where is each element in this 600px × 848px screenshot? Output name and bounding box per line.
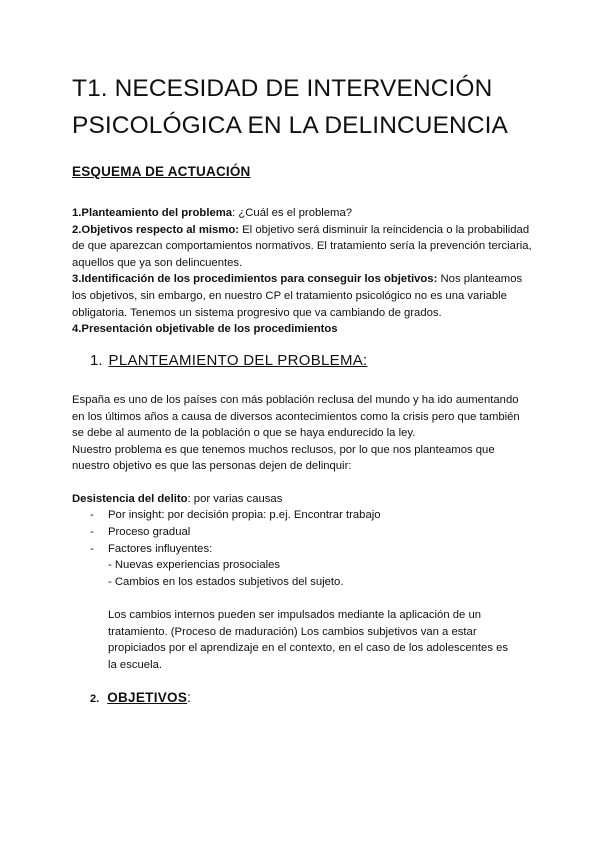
esquema-item-2-text: El objetivo será disminuir la reincidencia o la probabilidad de que aparezcan comportamientos normativos. El tratamiento sería la prevención terciaria, aquellos que ya son delincuentes.	[72, 223, 532, 269]
list-item-text: Por insight: por decisión propia: p.ej. Encontrar trabajo	[108, 509, 381, 521]
section-2-colon: :	[187, 690, 191, 705]
esquema-list	[72, 205, 532, 338]
list-item	[72, 541, 532, 558]
esquema-item-1-text: : ¿Cuál es el problema?	[232, 207, 353, 219]
section-2-label: OBJETIVOS	[107, 690, 188, 705]
sub-list-item	[72, 574, 532, 591]
title-line-1: T1. NECESIDAD DE INTERVENCIÓN	[72, 75, 493, 102]
section-1-label: PLANTEAMIENTO DEL PROBLEMA:	[108, 352, 368, 369]
esquema-item-3-bold: 3.Identificación de los procedimientos para conseguir los objetivos:	[72, 273, 438, 286]
list-item-text: Factores influyentes:	[108, 542, 213, 555]
esquema-item-1-bold: 1.Planteamiento del problema	[72, 207, 233, 219]
dash-bullet-icon: -	[90, 509, 94, 521]
desistencia-list	[72, 507, 532, 591]
desistencia-bold: Desistencia del delito	[72, 493, 188, 505]
dash-bullet-icon: -	[90, 542, 94, 555]
section-1-closing: Los cambios internos pueden ser impulsados mediante la aplicación de un tratamiento. (Proceso de maduración) Los cambios subjetivos van a estar propiciados por el aprendizaje en el contexto, en el caso de los adolescentes es la escuela.	[108, 609, 509, 671]
list-item-text: Proceso gradual	[108, 525, 191, 538]
section-1-paragraph-2-text: Nuestro problema es que tenemos muchos reclusos, por lo que nos planteamos que nuestro objetivo es que las personas dejen de delinquir:	[72, 443, 495, 473]
list-item	[72, 507, 532, 524]
section-1-number: 1.	[90, 352, 103, 369]
section-1-paragraph-1	[72, 392, 532, 475]
dash-bullet-icon: -	[90, 525, 94, 538]
section-2-heading	[90, 690, 191, 705]
section-2-number: 2.	[90, 693, 100, 705]
sub-list-item	[72, 557, 532, 574]
esquema-item-3-text: Nos planteamos los objetivos, sin embargo, en nuestro CP el tratamiento psicológico no es una variable obligatoria. Tenemos un sistema progresivo que va cambiando de grados.	[72, 273, 523, 319]
section-1-paragraph-1-text: España es uno de los países con más población reclusa del mundo y ha ido aumentando en los últimos años a causa de diversos acontecimientos como la crisis pero que también se debe al aumento de la población o que se haya endurecido la ley.	[72, 394, 520, 440]
sub-list-item-text: - Cambios en los estados subjetivos del sujeto.	[108, 576, 344, 589]
esquema-heading: ESQUEMA DE ACTUACIÓN	[72, 164, 251, 179]
desistencia-text: : por varias causas	[187, 493, 283, 505]
document-title	[72, 70, 542, 144]
list-item	[72, 524, 532, 541]
sub-list-item-text: - Nuevas experiencias prosociales	[108, 559, 281, 572]
esquema-item-4-bold: 4.Presentación objetivable de los procedimientos	[72, 323, 338, 336]
section-1-heading	[90, 352, 368, 369]
title-line-2: PSICOLÓGICA EN LA DELINCUENCIA	[72, 112, 508, 139]
esquema-item-2-bold: 2.Objetivos respecto al mismo:	[72, 223, 239, 236]
desistencia-line	[72, 491, 532, 508]
